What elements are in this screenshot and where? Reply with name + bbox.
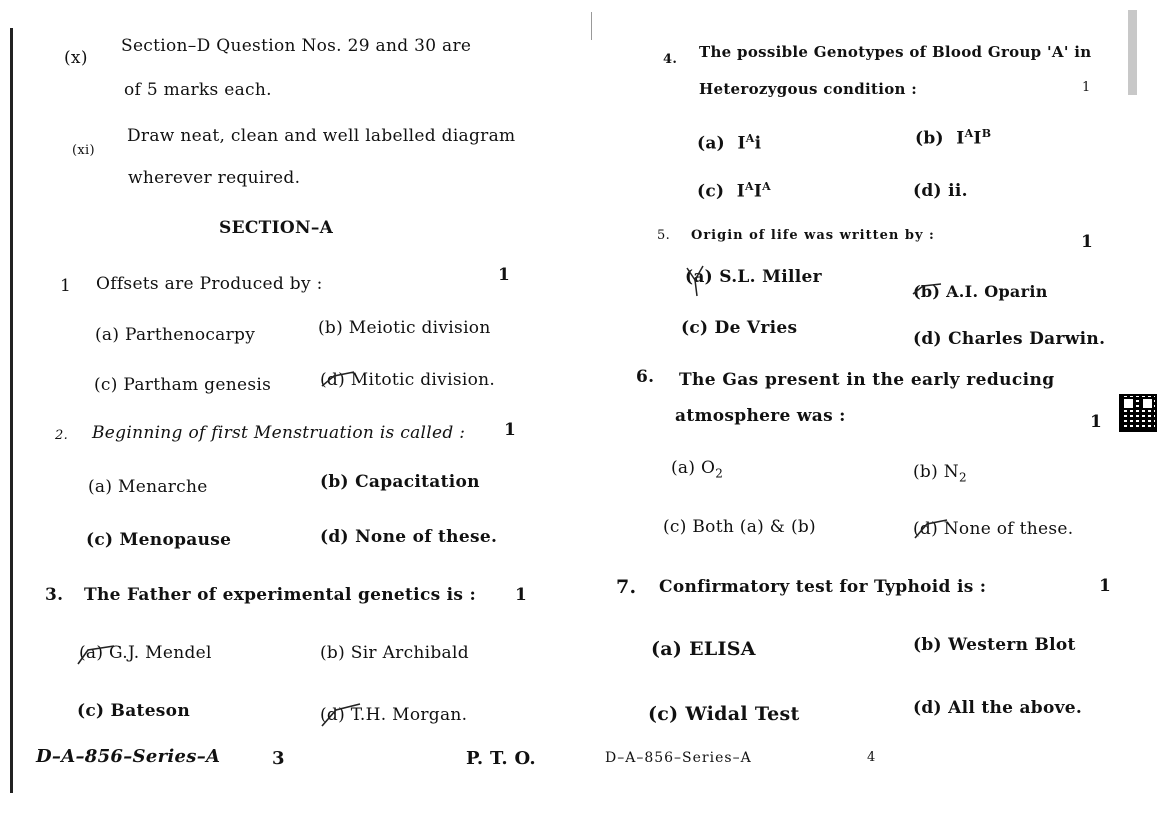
option-d: (d) None of these. xyxy=(320,527,498,547)
option-b: (b) $I^AI^B$ xyxy=(915,127,992,149)
option-c: (c) Both (a) & (b) xyxy=(663,517,816,537)
option-b: (b) Capacitation xyxy=(320,472,480,492)
instruction-text: wherever required. xyxy=(128,168,301,188)
option-a: (a) $I^Ai$ xyxy=(697,132,762,154)
footer-page-number: 4 xyxy=(867,750,876,765)
option-a: (a) G.J. Mendel xyxy=(79,643,212,663)
option-d: (d) All the above. xyxy=(913,698,1083,718)
right-page xyxy=(585,0,1169,827)
option-b: (b) Sir Archibald xyxy=(320,643,469,663)
option-c: (c) $I^AI^A$ xyxy=(697,180,771,202)
pen-tick-mark xyxy=(681,262,717,302)
question-marks: 1 xyxy=(1081,232,1094,252)
option-b: (b) $N_2$ xyxy=(913,462,967,485)
question-number: 5. xyxy=(657,228,671,243)
question-number: 2. xyxy=(55,428,69,443)
option-a: (a) $O_2$ xyxy=(671,458,724,481)
question-marks: 1 xyxy=(1090,412,1103,432)
question-text: The Father of experimental genetics is : xyxy=(84,585,477,605)
option-d: (d) T.H. Morgan. xyxy=(320,705,468,725)
left-page xyxy=(0,0,580,827)
question-text: The Gas present in the early reducing xyxy=(679,370,1055,390)
question-marks: 1 xyxy=(504,420,517,440)
pen-tick-mark xyxy=(911,514,951,542)
question-text: atmosphere was : xyxy=(675,406,846,426)
pen-tick-mark xyxy=(318,696,362,732)
instruction-number: (x) xyxy=(64,48,88,68)
option-b: (b) Meiotic division xyxy=(318,318,491,338)
option-d: (d) Mitotic division. xyxy=(320,370,496,390)
question-text: Beginning of first Menstruation is called : xyxy=(92,423,466,443)
question-text: Origin of life was written by : xyxy=(691,228,935,243)
instruction-number: (xi) xyxy=(72,143,95,158)
footer-series-code: D–A–856–Series–A xyxy=(36,746,221,767)
question-number: 4. xyxy=(663,52,678,67)
qr-code xyxy=(1119,394,1157,432)
option-a: (a) ELISA xyxy=(651,638,756,660)
instruction-text: Draw neat, clean and well labelled diagram xyxy=(127,126,516,146)
option-c: (c) De Vries xyxy=(681,318,798,338)
pen-tick-mark xyxy=(74,640,118,670)
section-heading: SECTION–A xyxy=(219,218,334,238)
question-marks: 1 xyxy=(515,585,528,605)
option-d: (d) ii. xyxy=(913,181,968,201)
pen-tick-mark xyxy=(318,368,358,392)
question-text: The possible Genotypes of Blood Group 'A' in xyxy=(699,43,1092,61)
footer-page-number: 3 xyxy=(272,748,285,769)
footer-series-code: D–A–856–Series–A xyxy=(605,750,752,766)
pen-tick-mark xyxy=(911,280,945,300)
option-b: (b) A.I. Oparin xyxy=(913,282,1048,301)
question-number: 3. xyxy=(45,585,64,605)
question-text: Offsets are Produced by : xyxy=(96,274,323,294)
option-c: (c) Menopause xyxy=(86,530,232,550)
instruction-text: of 5 marks each. xyxy=(124,80,272,100)
option-c: (c) Partham genesis xyxy=(94,375,272,395)
option-a: (a) Menarche xyxy=(88,477,208,497)
option-a: (a) S.L. Miller xyxy=(685,267,822,287)
instruction-text: Section–D Question Nos. 29 and 30 are xyxy=(121,36,472,56)
option-c: (c) Widal Test xyxy=(648,703,800,725)
option-c: (c) Bateson xyxy=(77,701,190,721)
question-marks: 1 xyxy=(1099,576,1112,596)
option-d: (d) Charles Darwin. xyxy=(913,329,1106,349)
question-number: 6. xyxy=(636,367,655,387)
option-d: (d) None of these. xyxy=(913,519,1074,539)
option-a: (a) Parthenocarpy xyxy=(95,325,256,345)
option-b: (b) Western Blot xyxy=(913,635,1076,655)
question-text: Heterozygous condition : xyxy=(699,80,918,98)
question-number: 1 xyxy=(60,276,72,296)
question-text: Confirmatory test for Typhoid is : xyxy=(659,577,987,597)
question-marks: 1 xyxy=(498,265,511,285)
footer-pto: P. T. O. xyxy=(466,748,536,769)
question-number: 7. xyxy=(616,576,637,598)
question-marks: 1 xyxy=(1082,80,1091,95)
